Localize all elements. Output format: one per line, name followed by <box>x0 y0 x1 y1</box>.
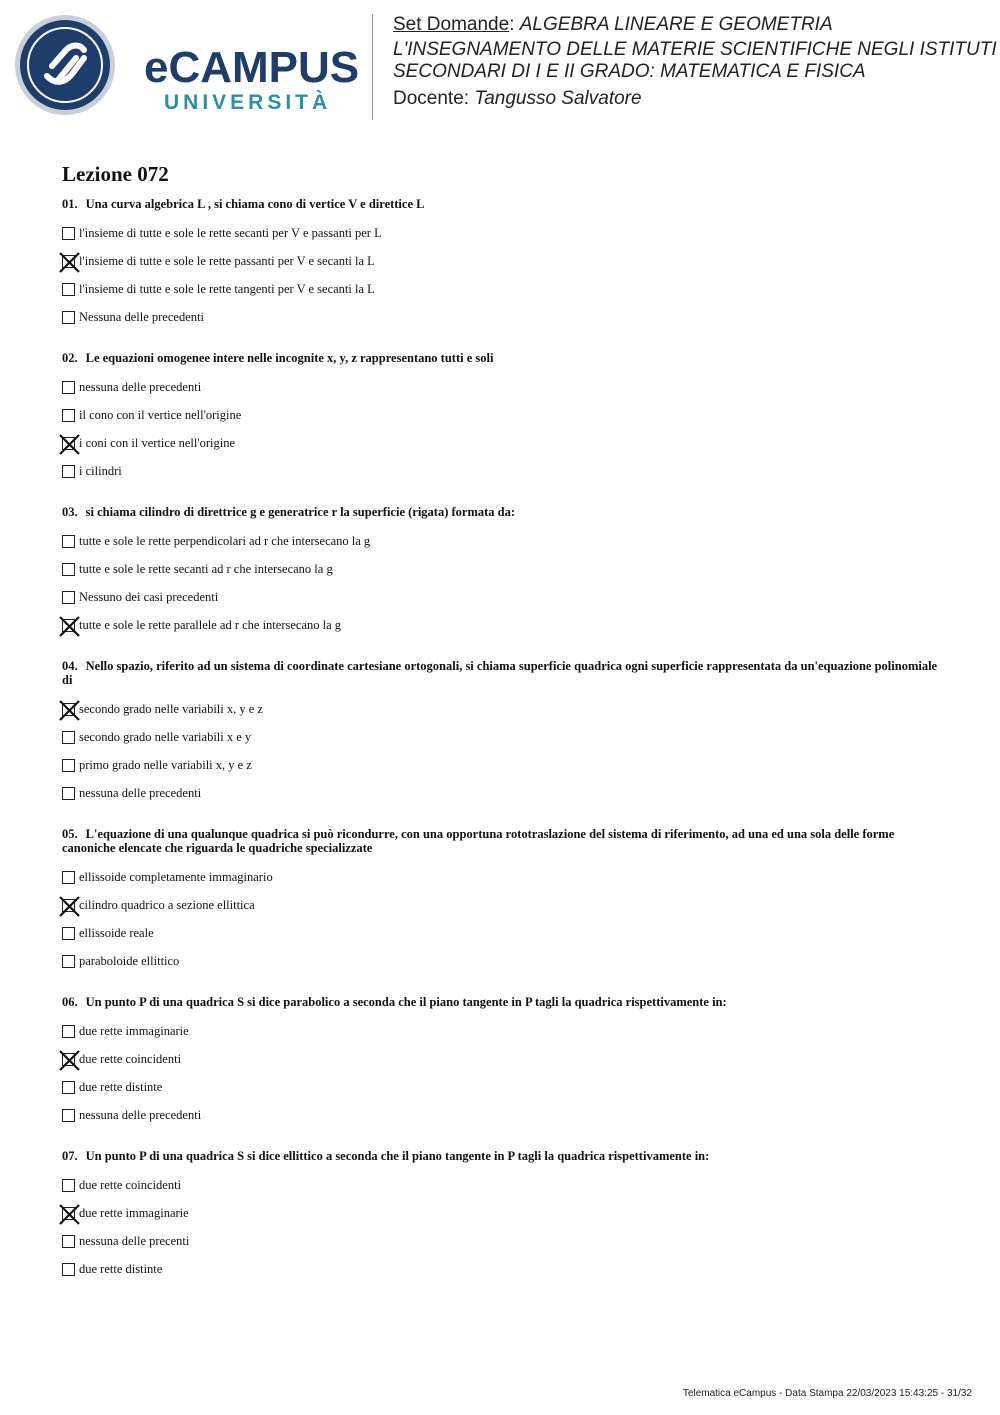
question-4 <box>62 659 942 807</box>
answer-option[interactable] <box>62 457 942 485</box>
answer-label: due rette coincidenti <box>79 1051 182 1066</box>
checkbox-unchecked[interactable] <box>62 227 75 240</box>
question-1 <box>62 197 942 331</box>
checkbox-unchecked[interactable] <box>62 591 75 604</box>
checkbox-unchecked[interactable] <box>62 311 75 324</box>
question-text <box>62 505 942 519</box>
x-mark-icon <box>59 1050 80 1071</box>
answer-label: Nessuna delle precedenti <box>79 309 204 324</box>
checkbox-unchecked[interactable] <box>62 1081 75 1094</box>
checkbox-unchecked[interactable] <box>62 1263 75 1276</box>
checkbox-unchecked[interactable] <box>62 787 75 800</box>
answer-label: tutte e sole le rette perpendicolari ad r che intersecano la g <box>79 533 371 548</box>
checkbox-checked[interactable] <box>62 703 75 716</box>
checkbox-unchecked[interactable] <box>62 731 75 744</box>
answer-option[interactable] <box>62 1227 942 1255</box>
checkbox-checked[interactable] <box>62 899 75 912</box>
answer-option[interactable] <box>62 275 942 303</box>
checkbox-unchecked[interactable] <box>62 759 75 772</box>
answer-label: tutte e sole le rette parallele ad r che intersecano la g <box>79 617 342 632</box>
ecampus-emblem-icon <box>14 14 116 116</box>
x-mark-icon <box>59 434 80 455</box>
checkbox-checked[interactable] <box>62 1207 75 1220</box>
question-number: 02. <box>62 351 78 365</box>
answer-label: nessuna delle precedenti <box>79 379 202 394</box>
answer-option[interactable] <box>62 947 942 975</box>
answer-option[interactable] <box>62 751 942 779</box>
checkbox-unchecked[interactable] <box>62 535 75 548</box>
question-statement: Una curva algebrica L , si chiama cono di vertice V e direttice L <box>85 197 425 211</box>
answer-label: cilindro quadrico a sezione ellittica <box>79 897 255 912</box>
checkbox-unchecked[interactable] <box>62 1179 75 1192</box>
answer-label: paraboloide ellittico <box>79 953 180 968</box>
checkbox-unchecked[interactable] <box>62 409 75 422</box>
answer-label: Nessuno dei casi precedenti <box>79 589 219 604</box>
answer-option[interactable] <box>62 891 942 919</box>
answer-option[interactable] <box>62 1017 942 1045</box>
answer-label: ellissoide completamente immaginario <box>79 869 273 884</box>
checkbox-unchecked[interactable] <box>62 1109 75 1122</box>
answer-label: primo grado nelle variabili x, y e z <box>79 757 252 772</box>
question-text <box>62 659 942 687</box>
answer-option[interactable] <box>62 583 942 611</box>
answer-label: l'insieme di tutte e sole le rette passanti per V e secanti la L <box>79 253 375 268</box>
question-text <box>62 197 942 211</box>
answer-label: due rette coincidenti <box>79 1177 182 1192</box>
checkbox-unchecked[interactable] <box>62 1025 75 1038</box>
set-domande-label: Set Domande <box>393 14 510 35</box>
question-number: 07. <box>62 1149 78 1163</box>
checkbox-unchecked[interactable] <box>62 871 75 884</box>
answer-option[interactable] <box>62 723 942 751</box>
answer-option[interactable] <box>62 1199 942 1227</box>
answer-label: i coni con il vertice nell'origine <box>79 435 236 450</box>
question-2 <box>62 351 942 485</box>
x-mark-icon <box>59 896 80 917</box>
checkbox-checked[interactable] <box>62 619 75 632</box>
answer-option[interactable] <box>62 1255 942 1283</box>
answer-option[interactable] <box>62 1101 942 1129</box>
x-mark-icon <box>59 1204 80 1225</box>
question-text <box>62 351 942 365</box>
question-statement: Un punto P di una quadrica S si dice parabolico a seconda che il piano tangente in P tagli la quadrica rispettivamente in: <box>85 995 727 1009</box>
ecampus-logo <box>14 14 359 118</box>
checkbox-checked[interactable] <box>62 437 75 450</box>
docente-value: Tangusso Salvatore <box>474 88 642 109</box>
answer-label: due rette immaginarie <box>79 1205 189 1220</box>
logo-wordmark: eCAMPUS <box>144 43 360 92</box>
page-header <box>0 0 1000 130</box>
question-7 <box>62 1149 942 1283</box>
question-text <box>62 995 942 1009</box>
question-statement: L'equazione di una qualunque quadrica si può ricondurre, con una opportuna rototraslazione del sistema di riferimento, ad una ed una sola delle forme canoniche elencate che riguarda le quadriche specializzate <box>62 827 895 855</box>
answer-label: i cilindri <box>79 463 122 478</box>
checkbox-unchecked[interactable] <box>62 955 75 968</box>
answer-label: nessuna delle precenti <box>79 1233 190 1248</box>
answer-option[interactable] <box>62 247 942 275</box>
question-number: 04. <box>62 659 78 673</box>
answer-option[interactable] <box>62 1171 942 1199</box>
question-3 <box>62 505 942 639</box>
set-domande-line <box>393 14 998 36</box>
checkbox-checked[interactable] <box>62 255 75 268</box>
lesson-title: Lezione 072 <box>62 162 169 186</box>
answer-option[interactable] <box>62 1045 942 1073</box>
answer-label: nessuna delle precedenti <box>79 785 202 800</box>
checkbox-unchecked[interactable] <box>62 563 75 576</box>
answer-option[interactable] <box>62 401 942 429</box>
checkbox-unchecked[interactable] <box>62 465 75 478</box>
question-number: 05. <box>62 827 78 841</box>
checkbox-unchecked[interactable] <box>62 381 75 394</box>
docente-label: Docente: <box>393 88 475 109</box>
answer-label: l'insieme di tutte e sole le rette tangenti per V e secanti la L <box>79 281 375 296</box>
question-number: 06. <box>62 995 78 1009</box>
course-title-line2: SECONDARI DI I E II GRADO: MATEMATICA E FISICA <box>393 61 866 82</box>
checkbox-unchecked[interactable] <box>62 927 75 940</box>
question-statement: Le equazioni omogenee intere nelle incognite x, y, z rappresentano tutti e soli <box>85 351 494 365</box>
answer-label: il cono con il vertice nell'origine <box>79 407 242 422</box>
answer-label: ellissoide reale <box>79 925 154 940</box>
logo-subtitle: UNIVERSITÀ <box>164 91 332 114</box>
question-text <box>62 1149 942 1163</box>
question-6 <box>62 995 942 1129</box>
answer-option[interactable] <box>62 527 942 555</box>
question-statement: si chiama cilindro di direttrice g e generatrice r la superficie (rigata) formata da: <box>85 505 516 519</box>
answer-option[interactable] <box>62 219 942 247</box>
answer-option[interactable] <box>62 863 942 891</box>
checkbox-checked[interactable] <box>62 1053 75 1066</box>
answer-label: due rette immaginarie <box>79 1023 189 1038</box>
checkbox-unchecked[interactable] <box>62 1235 75 1248</box>
course-title-line1: L'INSEGNAMENTO DELLE MATERIE SCIENTIFICHE NEGLI ISTITUTI <box>393 39 997 60</box>
answer-label: secondo grado nelle variabili x e y <box>79 729 252 744</box>
question-number: 01. <box>62 197 78 211</box>
question-text <box>62 827 942 855</box>
checkbox-unchecked[interactable] <box>62 283 75 296</box>
answer-option[interactable] <box>62 303 942 331</box>
answer-label: secondo grado nelle variabili x, y e z <box>79 701 263 716</box>
x-mark-icon <box>59 252 80 273</box>
answer-label: tutte e sole le rette secanti ad r che intersecano la g <box>79 561 333 576</box>
question-list <box>62 197 942 1303</box>
answer-option[interactable] <box>62 373 942 401</box>
answer-option[interactable] <box>62 779 942 807</box>
answer-option[interactable] <box>62 695 942 723</box>
set-domande-value: ALGEBRA LINEARE E GEOMETRIA <box>519 14 833 35</box>
answer-label: due rette distinte <box>79 1261 163 1276</box>
header-divider <box>372 14 373 120</box>
question-5 <box>62 827 942 975</box>
docente-line <box>393 88 998 110</box>
answer-label: due rette distinte <box>79 1079 163 1094</box>
question-statement: Nello spazio, riferito ad un sistema di coordinate cartesiane ortogonali, si chiama superficie quadrica ogni superficie rappresentata da un'equazione polinomiale di <box>62 659 938 687</box>
answer-option[interactable] <box>62 429 942 457</box>
question-number: 03. <box>62 505 78 519</box>
question-statement: Un punto P di una quadrica S si dice ellittico a seconda che il piano tangente in P tagli la quadrica rispettivamente in: <box>85 1149 710 1163</box>
answer-option[interactable] <box>62 1073 942 1101</box>
answer-option[interactable] <box>62 555 942 583</box>
answer-label: l'insieme di tutte e sole le rette secanti per V e passanti per L <box>79 225 382 240</box>
answer-option[interactable] <box>62 919 942 947</box>
answer-label: nessuna delle precedenti <box>79 1107 202 1122</box>
x-mark-icon <box>59 616 80 637</box>
set-domande-separator: : <box>509 14 520 35</box>
page-footer: Telematica eCampus - Data Stampa 22/03/2023 15:43:25 - 31/32 <box>682 1388 972 1399</box>
answer-option[interactable] <box>62 611 942 639</box>
header-info <box>393 14 998 110</box>
x-mark-icon <box>59 700 80 721</box>
